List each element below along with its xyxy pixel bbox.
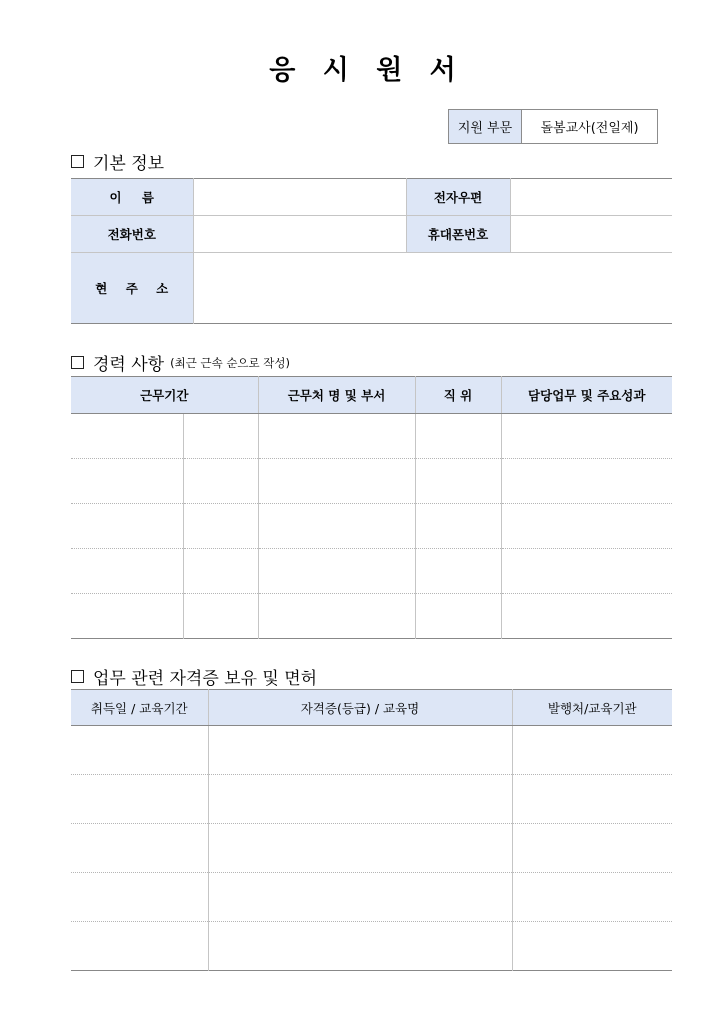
checkbox-icon <box>71 356 84 369</box>
license-date-cell[interactable] <box>71 824 208 873</box>
career-employer-cell[interactable] <box>258 414 415 459</box>
career-start-cell[interactable] <box>71 459 183 504</box>
basic-info-table <box>71 178 672 324</box>
phone-label: 전화번호 <box>71 216 193 253</box>
career-duties-cell[interactable] <box>501 414 672 459</box>
mobile-field[interactable] <box>510 216 672 253</box>
table-row <box>71 594 672 639</box>
career-position-cell[interactable] <box>415 549 501 594</box>
email-field[interactable] <box>510 179 672 216</box>
career-end-cell[interactable] <box>183 414 258 459</box>
table-row <box>71 504 672 549</box>
license-issuer-cell[interactable] <box>512 873 672 922</box>
table-row <box>71 824 672 873</box>
name-field[interactable] <box>193 179 406 216</box>
career-header-period: 근무기간 <box>71 377 258 414</box>
page-title: 응 시 원 서 <box>269 55 458 86</box>
license-name-cell[interactable] <box>208 775 512 824</box>
section-career-note: (최근 근속 순으로 작성) <box>170 355 291 370</box>
table-row <box>71 922 672 971</box>
table-row <box>71 459 672 504</box>
license-table <box>71 689 672 971</box>
career-header-duties: 담당업무 및 주요성과 <box>501 377 672 414</box>
table-row <box>71 726 672 775</box>
career-employer-cell[interactable] <box>258 504 415 549</box>
license-date-cell[interactable] <box>71 873 208 922</box>
table-row <box>71 414 672 459</box>
table-row <box>71 549 672 594</box>
career-position-cell[interactable] <box>415 594 501 639</box>
department-box <box>448 109 658 144</box>
phone-field[interactable] <box>193 216 406 253</box>
license-issuer-cell[interactable] <box>512 775 672 824</box>
license-header-date: 취득일 / 교육기간 <box>71 690 208 726</box>
license-issuer-cell[interactable] <box>512 824 672 873</box>
name-label: 이 름 <box>71 179 193 216</box>
career-duties-cell[interactable] <box>501 594 672 639</box>
section-career-title <box>71 350 290 375</box>
career-position-cell[interactable] <box>415 414 501 459</box>
section-career-label: 경력 사항 <box>93 355 165 375</box>
address-field[interactable] <box>193 253 672 324</box>
table-row <box>71 775 672 824</box>
career-duties-cell[interactable] <box>501 459 672 504</box>
career-end-cell[interactable] <box>183 504 258 549</box>
career-duties-cell[interactable] <box>501 549 672 594</box>
address-label: 현 주 소 <box>71 253 193 324</box>
department-label: 지원 부문 <box>449 110 522 143</box>
license-name-cell[interactable] <box>208 873 512 922</box>
license-date-cell[interactable] <box>71 775 208 824</box>
mobile-label: 휴대폰번호 <box>406 216 510 253</box>
checkbox-icon <box>71 670 84 683</box>
section-basic-label: 기본 정보 <box>93 154 165 174</box>
section-license-label: 업무 관련 자격증 보유 및 면허 <box>93 669 318 689</box>
career-end-cell[interactable] <box>183 459 258 504</box>
section-basic-title <box>71 149 164 174</box>
career-table <box>71 376 672 639</box>
license-header-issuer: 발행처/교육기관 <box>512 690 672 726</box>
career-employer-cell[interactable] <box>258 459 415 504</box>
table-row <box>71 873 672 922</box>
checkbox-icon <box>71 155 84 168</box>
career-start-cell[interactable] <box>71 549 183 594</box>
career-end-cell[interactable] <box>183 594 258 639</box>
license-issuer-cell[interactable] <box>512 726 672 775</box>
email-label: 전자우편 <box>406 179 510 216</box>
license-issuer-cell[interactable] <box>512 922 672 971</box>
department-value[interactable]: 돌봄교사(전일제) <box>540 121 639 136</box>
career-position-cell[interactable] <box>415 459 501 504</box>
license-name-cell[interactable] <box>208 726 512 775</box>
career-start-cell[interactable] <box>71 414 183 459</box>
license-name-cell[interactable] <box>208 922 512 971</box>
career-employer-cell[interactable] <box>258 549 415 594</box>
career-position-cell[interactable] <box>415 504 501 549</box>
license-header-name: 자격증(등급) / 교육명 <box>208 690 512 726</box>
license-date-cell[interactable] <box>71 922 208 971</box>
career-start-cell[interactable] <box>71 504 183 549</box>
career-employer-cell[interactable] <box>258 594 415 639</box>
career-end-cell[interactable] <box>183 549 258 594</box>
section-license-title <box>71 664 317 689</box>
license-date-cell[interactable] <box>71 726 208 775</box>
career-start-cell[interactable] <box>71 594 183 639</box>
license-name-cell[interactable] <box>208 824 512 873</box>
career-duties-cell[interactable] <box>501 504 672 549</box>
career-header-employer: 근무처 명 및 부서 <box>258 377 415 414</box>
career-header-position: 직 위 <box>415 377 501 414</box>
